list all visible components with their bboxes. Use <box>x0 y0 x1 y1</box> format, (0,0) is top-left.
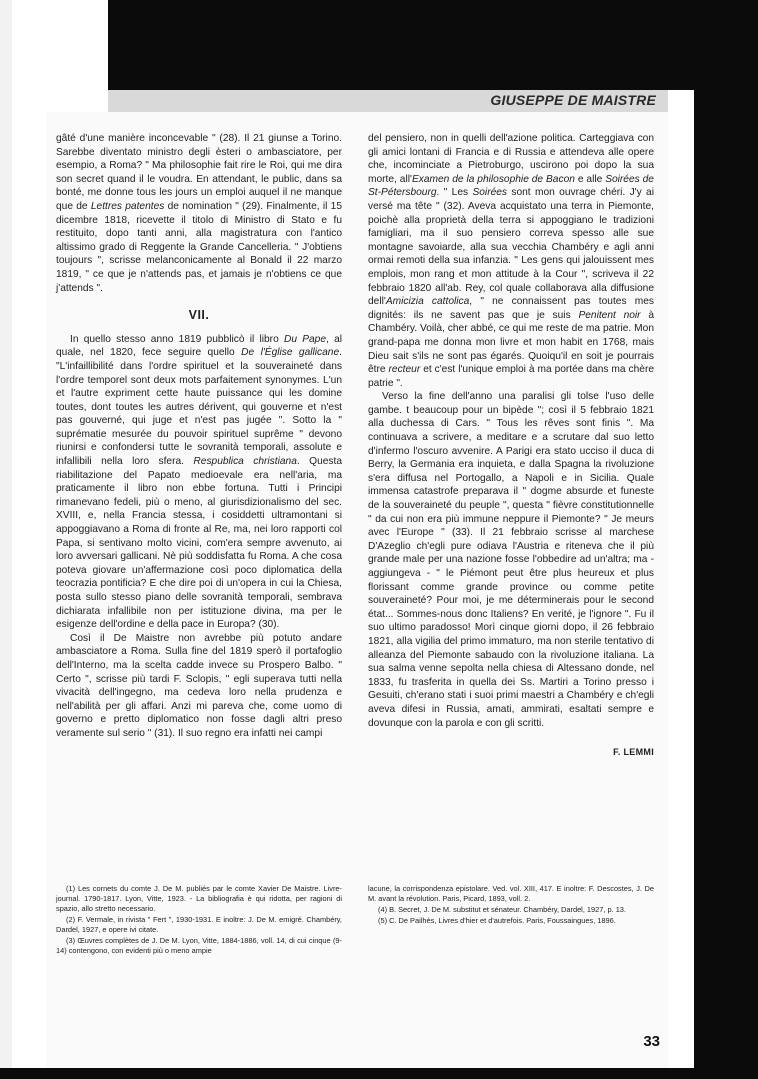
paragraph: del pensiero, non in quelli dell'azione politica. Carteggiava con gli amici lontani di Francia e di Russia e attendeva alle opere che, incominciate a Pietroburgo, uscirono poi dopo la sua morte, all'Examen de la philosophie de Bacon e alle Soirées de St-Pétersbourg. " Les Soirées sont mon ouvrage chéri. J'y ai versé ma tête " (32). Aveva acquistato una terra in Piemonte, poichè alla proprietà della terra si appoggiano le tradizioni famigliari, ma il suo pensiero correva spesso alle sue montagne savoiarde, alla sua vecchia Chambéry e agli anni ormai remoti della sua infanzia. " Les gens qui jalouissent mes emplois, mon rang et mon attitude à la Cour ", scriveva il 22 febbraio 1820 all'ab. Rey, col quale collaborava alla diffusione dell'Amicizia cattolica, " ne connaissent pas toutes mes dignités: ils ne savent pas que je suis Penitent noir à Chambéry. Voilà, cher abbé, ce qui me reste de ma patrie. Mon grand-papa me donna mon livre et mon habit en 1768, mais Dieu sait s'ils ne sont pas égarés. Quoiqu'il en soit je pourrais être recteur et c'est l'unique emploi à ma portée dans ma chère patrie ". <box>368 133 654 389</box>
running-head: GIUSEPPE DE MAISTRE <box>490 92 656 108</box>
footnote: lacune, la corrispondenza epistolare. Ved. vol. XIII, 417. E inoltre: F. Descostes, J. De M. avant la révolution. Paris, Picard, 1893, voll. 2. <box>368 884 654 903</box>
paragraph: In quello stesso anno 1819 pubblicò il libro Du Pape, al quale, nel 1820, fece seguire quello De l'Église gallicane. "L'infaillibilité dans l'ordre spirituel et la souveraineté dans l'ordre temporel sont deux mots parfaitement synonymes. L'un et l'autre expriment cette haute puissance qui les domine toutes, dont toutes les autres dérivent, qui gouverne et n'est pas gouverné, qui juge et n'est pas jugée ". Sotto la " suprématie mesurée du pouvoir spirituel suprême " devono riunirsi e confondersi tutte le sovranità temporali, assolute e infallibili nella loro sfera. Respublica christiana. Questa riabilitazione del Papato medioevale era nell'aria, ma praticamente il libro non ebbe fortuna. Tutti i Principi rimanevano fedeli, più o meno, al giurisdizionalismo del sec. XVIII, e, nella Francia stessa, i cosiddetti ultramontani si appoggiavano a Roma di fronte al Re, ma, nei loro rapporti col Papa, si sentivano molto vicini, com'era sempre avvenuto, ai loro avversari gallicani. Nè più soddisfatta fu Roma. A che cosa poteva giovare un'affermazione così poco diplomatica della teocrazia pontificia? E che dire poi di un'opera in cui la Chiesa, posta sullo stesso piano delle sovranità temporali, sembrava dichiarata infallibile non per istituzione divina, ma per le esigenze dell'ordine e della pace in Europa? (30). <box>56 333 342 631</box>
scan-border-bottom <box>0 1068 758 1079</box>
paragraph: Verso la fine dell'anno una paralisi gli tolse l'uso delle gambe. t beaucoup pour un bipède "; così il 5 febbraio 1821 alla duchessa di Cars. " Tous les rêves sont finis ". Ma continuava a scrivere, a meditare e a scrutare dal suo letto d'infermo l'oscuro avvenire. A Parigi era stato ucciso il duca di Berry, la Germania era inquieta, e dalla Spagna la rivoluzione s'era diffusa nel Portogallo, a Napoli e in Sicilia. Quale immensa catastrofe preparava il " dogme absurde et funeste de la souveraineté du peuple ", questa " fièvre constitutionnelle " da cui non era più immune neppure il Piemonte? " Je meurs avec l'Europe " (33). Il 21 febbraio scrisse al marchese D'Azeglio ch'egli pure odiava l'Austria e riteneva che il più grande male per una nazione fosse l'obbedire ad un'altra; ma - aggiungeva - " le Piémont peut être plus heureux et plus florissant comme grande province ou comme petite souveraineté? Pour moi, je me déterminerais pour le second état... Sommes-nous donc Italiens? En verité, je l'ignore ". Fu il suo ultimo paradosso! Morì cinque giorni dopo, il 26 febbraio 1821, alla vigilia del primo immaturo, ma non sterile tentativo di alleanza del Piemonte sabaudo con la rivoluzione italiana. La sua salma venne sepolta nella chiesa di Altessano donde, nel 1833, fu trasferita in quella dei Ss. Martiri a Torino presso i Gesuiti, ch'erano stati i suoi primi maestri a Chambéry e ch'egli aveva difesi in Russia, amati, ammirati, esaltati sempre e dovunque con la parola e con gli scritti. <box>368 391 654 729</box>
footnotes-left <box>56 884 342 957</box>
scan-border-right <box>694 0 758 1079</box>
footnote: (2) F. Vermale, in rivista " Fert ", 1930-1931. E inoltre: J. De M. emigré. Chambéry, Dardel, 1927, e opere ivi citate. <box>56 915 342 934</box>
right-column <box>368 132 654 760</box>
page <box>46 112 668 1068</box>
page-number: 33 <box>643 1033 660 1050</box>
author-signature: F. LEMMI <box>613 747 654 758</box>
footnote: (3) Œuvres complètes de J. De M. Lyon, Vitte, 1884-1886, voll. 14, di cui cinque (9-14) contengono, con evidenti più o meno ampie <box>56 936 342 955</box>
footnote: (5) C. De Pailhès, Livres d'hier et d'autrefois. Paris, Foussaingues, 1896. <box>378 916 616 925</box>
section-number: VII. <box>188 308 210 323</box>
paragraph: Così il De Maistre non avrebbe più potuto andare ambasciatore a Roma. Sulla fine del 1819 sperò il portafoglio dell'Interno, ma la scelta cadde invece su Prospero Balbo. " Certo ", scrisse più tardi F. Sclopis, " egli superava tutti nella vivacità dell'ingegno, ma cedeva loro nella prudenza e nell'abilità per gli affari. Anzi mi pareva che, come uomo di governo e pretto diplomatico non fosse dagli altri preso veramente sul serio " (31). Il suo regno era infatti nei campi <box>56 632 342 739</box>
paragraph: gâté d'une manière inconcevable " (28). Il 21 giunse a Torino. Sarebbe diventato ministro degli èsteri o ambasciatore, per esempio, a Roma? " Ma philosophie fait rire le Roi, qui me dira son secret quand il le voudra. En attendant, le public, dans sa bonté, me donne tous les jours un emploi auquel il ne manque que de Lettres patentes de nomination " (29). Finalmente, il 15 dicembre 1818, ricevette il titolo di Ministro di Stato e fu restituito, dopo tanti anni, alla magistratura con l'antico altissimo grado di Reggente la Grande Cancelleria. " J'obtiens toujours ", scrisse melanconicamente al Bonald il 22 marzo 1819, " ce que je n'attends pas, et jamais je n'obtiens ce que j'attends ". <box>56 133 342 294</box>
footnote: (1) Les cornets du comte J. De M. publiés par le comte Xavier De Maistre. Livre-journal. 1790-1817. Lyon, Vitte, 1923. - La bibliografia è qui ridotta, per ragioni di spazio, allo stretto necessario. <box>56 884 342 913</box>
footnotes-right <box>368 884 654 927</box>
scan-edge <box>0 0 12 1079</box>
header-band <box>108 90 668 113</box>
scan-border-top <box>108 0 758 90</box>
footnote: (4) B. Secret, J. De M. substitut et sénateur. Chambéry, Dardel, 1927, p. 13. <box>378 905 626 914</box>
left-column <box>56 132 342 741</box>
